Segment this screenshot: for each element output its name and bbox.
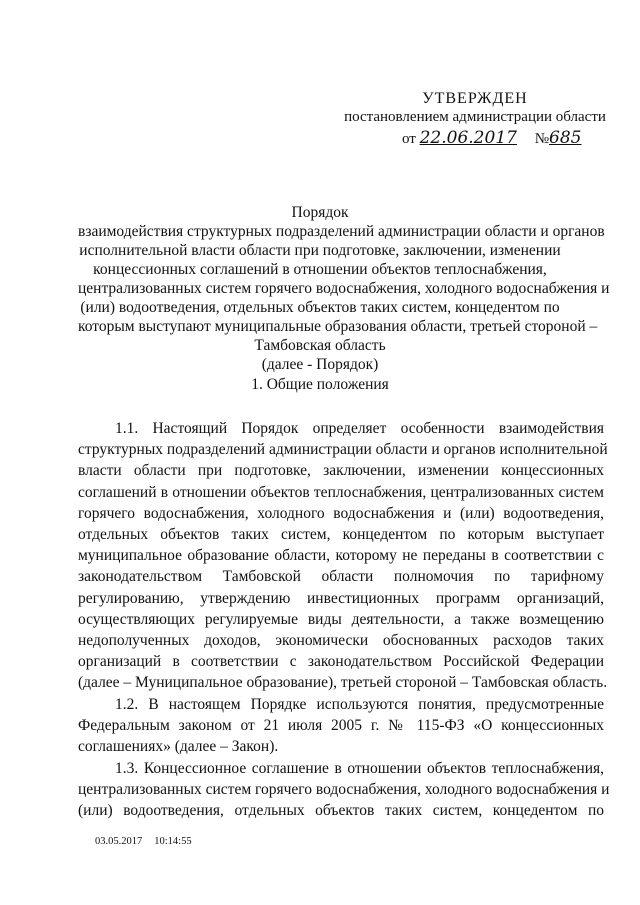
title-line: централизованных систем горячего водоснабжения, холодного водоснабжения и	[78, 280, 610, 297]
text-line: организаций в соответствии с законодательством Российской Федерации	[78, 653, 604, 671]
paragraph-1-3	[78, 758, 610, 822]
handwritten-date: 22.06.2017	[419, 128, 517, 148]
approval-heading: УТВЕРЖДЕН	[422, 90, 528, 107]
text-line: законодательством Тамбовской области полномочия по тарифному	[78, 568, 604, 586]
print-footer	[95, 836, 192, 847]
date-prefix: от	[402, 131, 416, 147]
approval-line: постановлением администрации области	[344, 109, 606, 125]
footer-time: 10:14:55	[154, 836, 192, 847]
text-line: недополученных доходов, экономически обоснованных расходов таких	[78, 631, 604, 649]
title-line: которым выступают муниципальные образования области, третьей стороной –	[78, 318, 598, 335]
section-heading: 1. Общие положения	[251, 376, 389, 393]
text-line: (далее – Муниципальное образование), третьей стороной – Тамбовская область.	[78, 674, 608, 692]
document-title	[78, 203, 610, 374]
text-line: осуществляющих регулируемые виды деятельности, а также возмещению	[78, 610, 604, 628]
handwritten-number: 685	[549, 128, 582, 148]
title-line: взаимодействия структурных подразделений администрации области и органов	[78, 223, 605, 240]
title-line: исполнительной власти области при подготовке, заключении, изменении	[79, 242, 561, 259]
text-line: 1.1. Настоящий Порядок определяет особенности взаимодействия	[115, 420, 604, 437]
text-line: регулированию, утверждению инвестиционных программ организаций,	[78, 589, 604, 607]
title-line: (или) водоотведения, отдельных объектов таких систем, концедентом по	[80, 299, 560, 316]
title-line: Порядок	[291, 204, 349, 221]
text-line: 1.2. В настоящем Порядке используются понятия, предусмотренные	[115, 696, 604, 713]
text-line: власти области при подготовке, заключении, изменении концессионных	[78, 462, 604, 480]
title-line: концессионных соглашений в отношении объектов теплоснабжения,	[93, 261, 547, 278]
footer-date: 03.05.2017	[95, 836, 143, 847]
text-line: отдельных объектов таких систем, концедентом по которым выступает	[78, 525, 604, 543]
text-line: муниципальное образование области, которому не переданы в соответствии с	[78, 547, 604, 565]
number-prefix: №	[534, 131, 550, 147]
paragraph-1-1	[78, 418, 608, 693]
title-line: (далее - Порядок)	[261, 356, 379, 373]
text-line: (или) водоотведения, отдельных объектов таких систем, концедентом по	[78, 802, 604, 820]
text-line: соглашений в отношении объектов теплоснабжения, централизованных систем	[78, 483, 604, 501]
text-line: 1.3. Концессионное соглашение в отношении объектов теплоснабжения,	[115, 760, 604, 777]
text-line: Федеральным законом от 21 июля 2005 г. № 115-ФЗ «О концессионных	[78, 717, 604, 735]
text-line: горячего водоснабжения, холодного водоснабжения и (или) водоотведения,	[78, 504, 604, 522]
title-line: Тамбовская область	[254, 337, 386, 354]
paragraph-1-2	[78, 694, 604, 758]
text-line: структурных подразделений администрации области и органов исполнительной	[78, 441, 608, 459]
text-line: соглашениях» (далее – Закон).	[78, 738, 279, 756]
approval-date-line	[402, 128, 581, 148]
approval-block	[330, 90, 620, 126]
text-line: централизованных систем горячего водоснабжения, холодного водоснабжения и	[78, 781, 610, 799]
